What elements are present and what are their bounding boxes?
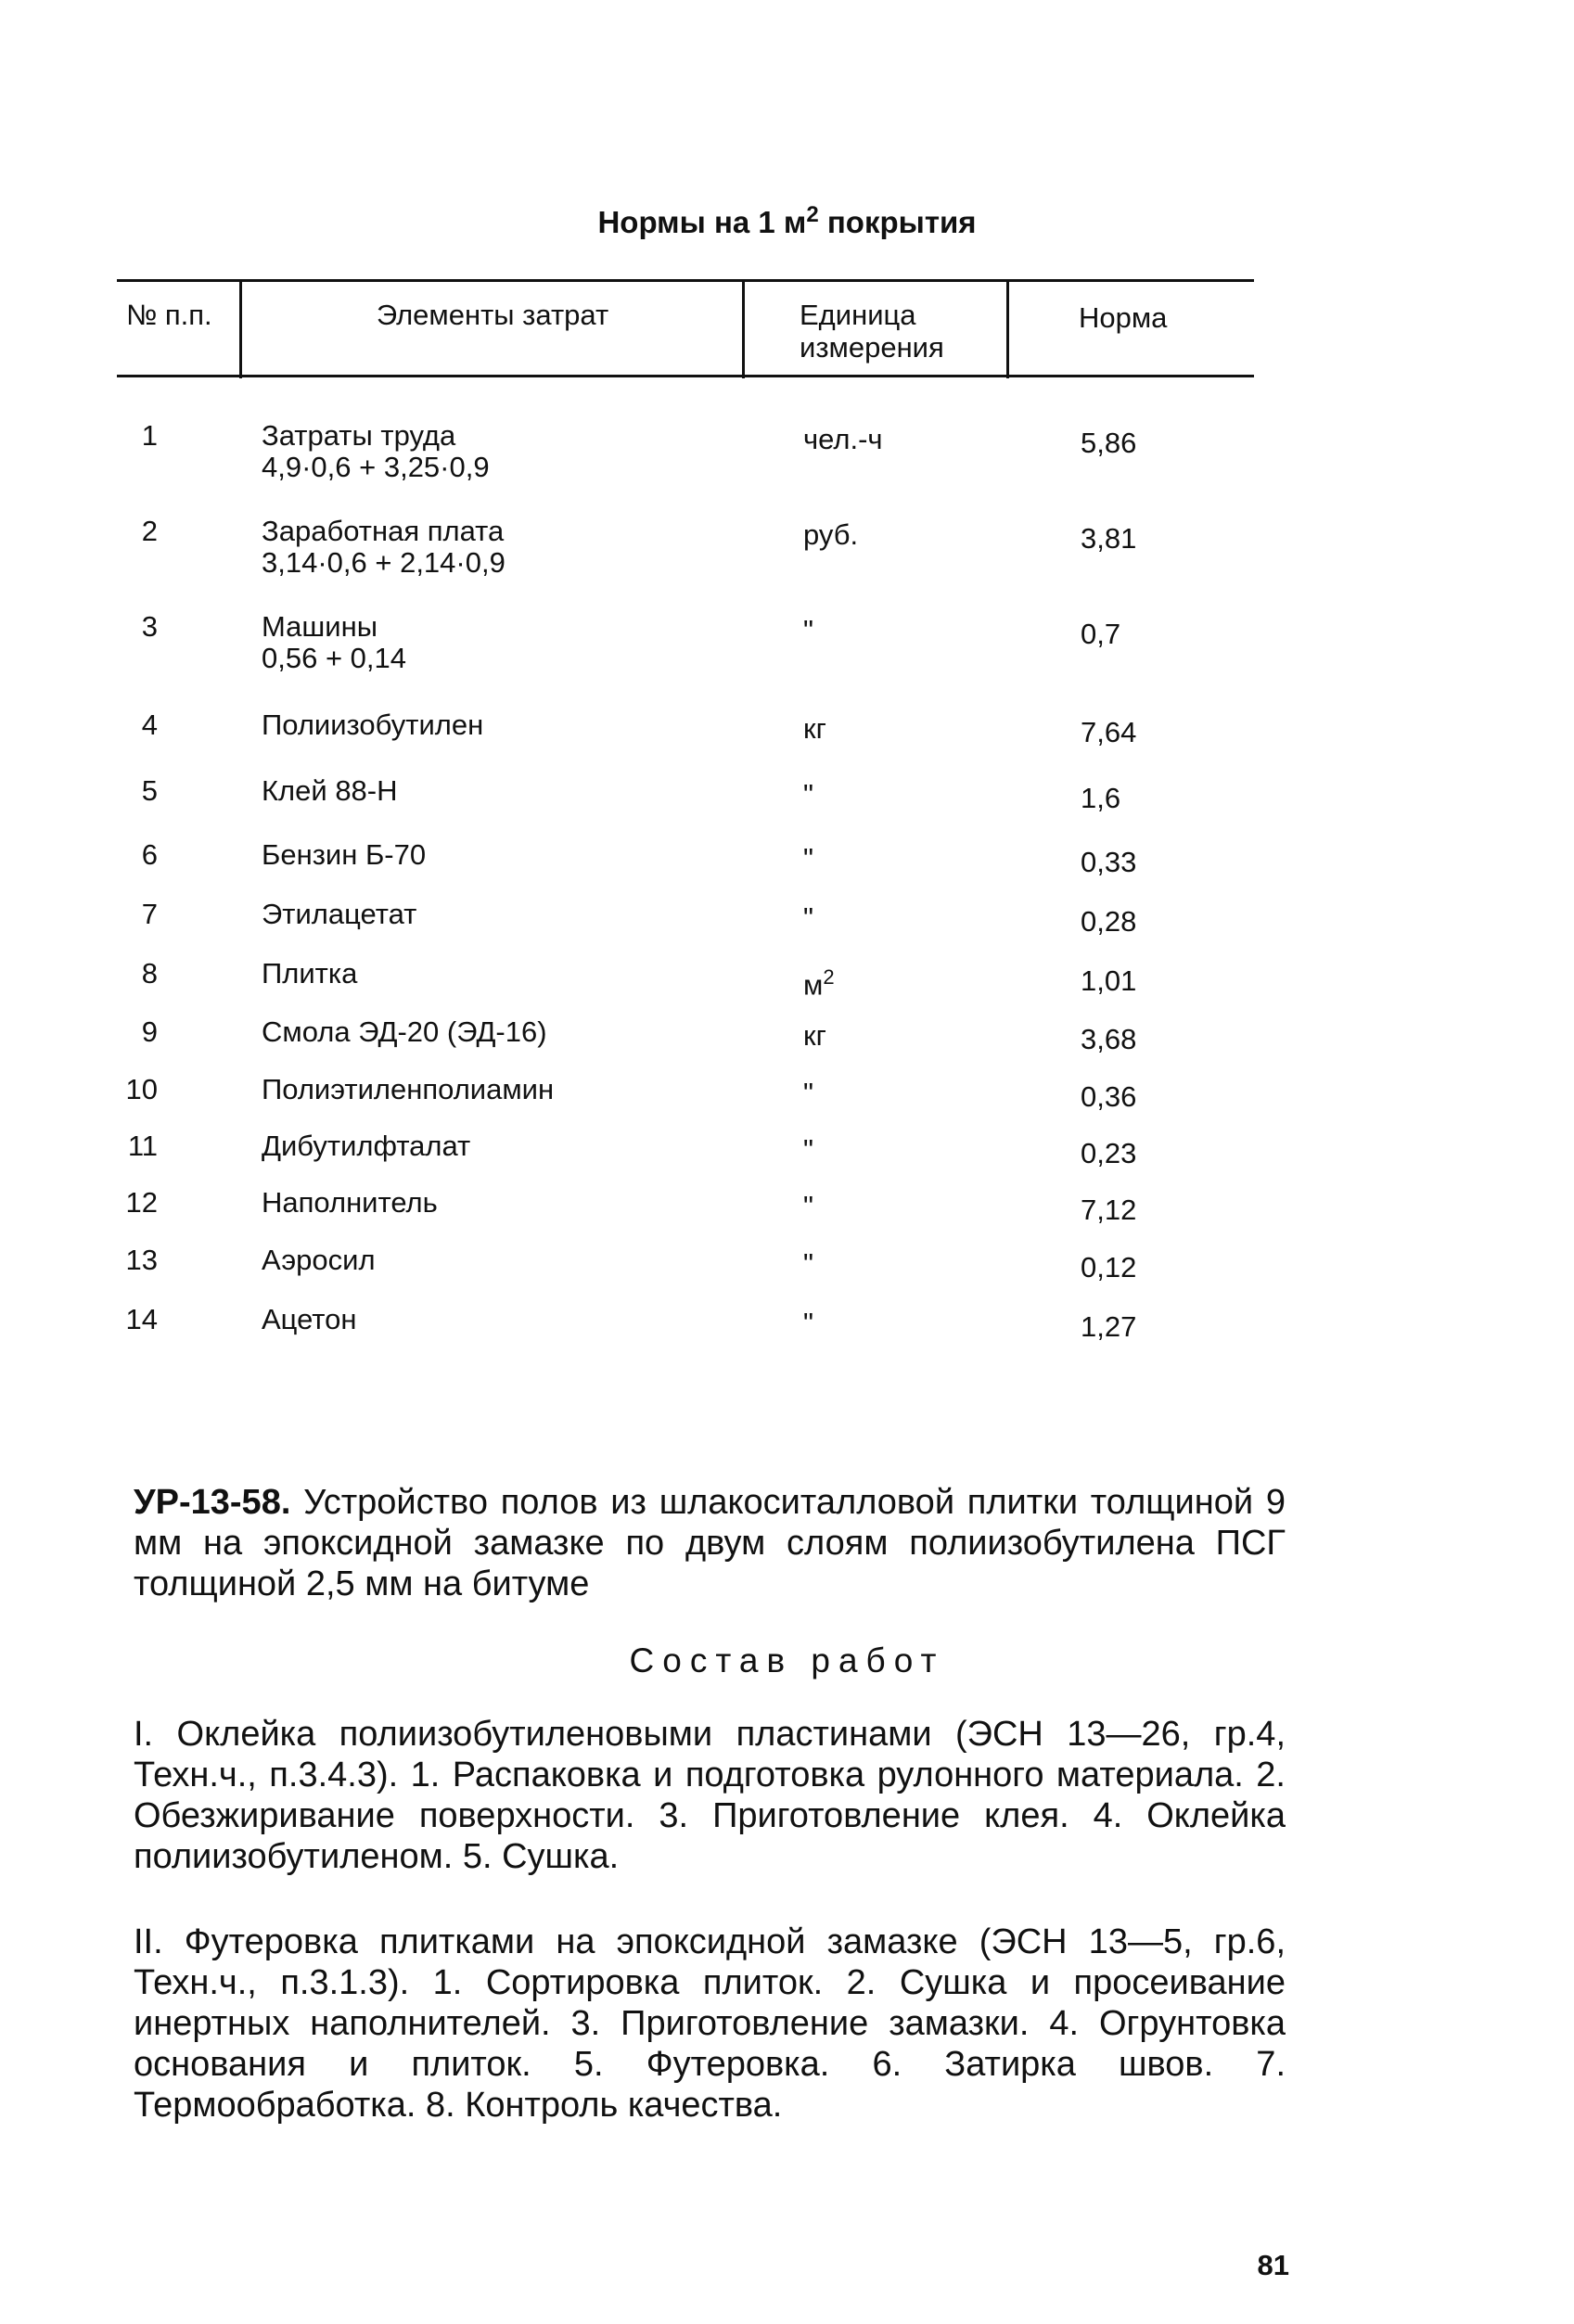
row-unit-text: чел.-ч (803, 423, 883, 455)
table-column-divider (239, 281, 242, 378)
item-code: УР-13-58. (134, 1483, 291, 1522)
row-norm: 7,12 (1081, 1194, 1137, 1226)
header-unit-line2: измерения (800, 331, 944, 364)
row-element-name: Затраты труда (262, 419, 456, 452)
row-number: 8 (141, 957, 158, 990)
row-unit (803, 423, 883, 456)
row-element-name: Этилацетат (262, 898, 417, 930)
row-number: 4 (141, 709, 158, 741)
header-norm: Норма (1079, 301, 1168, 334)
page-number: 81 (1257, 2249, 1289, 2281)
row-unit-text: " (803, 901, 814, 934)
row-norm: 7,64 (1081, 716, 1137, 748)
row-unit (803, 961, 835, 1002)
row-number: 1 (141, 419, 158, 452)
row-unit-text: руб. (803, 518, 859, 551)
row-norm: 1,27 (1081, 1310, 1137, 1343)
row-unit (803, 1190, 813, 1223)
row-element-name: Клей 88-Н (262, 774, 398, 807)
row-unit-text: " (803, 842, 814, 875)
row-norm: 3,81 (1081, 522, 1137, 555)
row-norm: 0,36 (1081, 1080, 1137, 1113)
header-num: № п.п. (126, 299, 212, 331)
row-unit (803, 842, 813, 875)
row-element-formula: 3,14·0,6 + 2,14·0,9 (262, 546, 505, 579)
row-unit (803, 1077, 813, 1110)
header-unit-line1: Единица (800, 299, 916, 331)
table-column-divider (742, 281, 745, 378)
row-number: 10 (125, 1073, 158, 1105)
row-element-name: Ацетон (262, 1303, 357, 1335)
row-number: 7 (141, 898, 158, 930)
row-unit (803, 614, 813, 647)
row-norm: 0,7 (1081, 618, 1121, 650)
row-unit (803, 1247, 813, 1281)
row-number: 9 (141, 1015, 158, 1048)
row-element-formula: 0,56 + 0,14 (262, 642, 406, 674)
table-title-tail: покрытия (818, 205, 977, 239)
work-paragraph-1: I. Оклейка полиизобутиленовыми пластинами (ЭСН 13—26, гр.4, Техн.ч., п.3.4.3). 1. Распаковка и подготовка рулонного материала. 2. Обезжиривание поверхности. 3. Приготовление клея. 4. Оклейка полиизобутиленом. 5. Сушка. (134, 1715, 1286, 1876)
section-title: Состав работ (629, 1641, 945, 1679)
row-number: 13 (125, 1244, 158, 1276)
row-norm: 3,68 (1081, 1023, 1137, 1055)
row-norm: 0,28 (1081, 905, 1137, 938)
row-number: 6 (141, 838, 158, 871)
header-elements: Элементы затрат (376, 299, 609, 331)
row-element-name: Смола ЭД-20 (ЭД-16) (262, 1015, 547, 1048)
row-norm: 0,12 (1081, 1251, 1137, 1283)
row-unit (803, 712, 826, 746)
table-top-rule (117, 279, 1254, 282)
row-element-name: Аэросил (262, 1244, 376, 1276)
row-norm: 1,6 (1081, 782, 1121, 814)
row-unit-text: м (803, 968, 824, 1002)
row-unit-text: " (803, 1247, 814, 1280)
row-unit (803, 778, 813, 811)
item-title: Устройство полов из шлакоситалловой плитки толщиной 9 мм на эпоксидной замазке по двум слоям полиизобутилена ПСГ толщиной 2,5 мм на битуме (134, 1483, 1286, 1603)
row-element-name: Полиизобутилен (262, 709, 484, 741)
row-number: 5 (141, 774, 158, 807)
item-heading (134, 1482, 1286, 1604)
row-element-name: Бензин Б-70 (262, 838, 427, 871)
table-header-bottom-rule (117, 375, 1254, 377)
row-unit-text: " (803, 1307, 814, 1339)
row-norm: 0,33 (1081, 846, 1137, 878)
row-unit (803, 901, 813, 935)
row-element-name: Наполнитель (262, 1186, 438, 1219)
row-unit-text: " (803, 1190, 814, 1222)
row-norm: 0,23 (1081, 1137, 1137, 1169)
row-unit (803, 518, 858, 552)
row-element-name: Заработная плата (262, 515, 505, 547)
row-element-name: Плитка (262, 957, 358, 990)
table-title-text: Нормы на 1 м (597, 205, 807, 239)
row-unit-text: " (803, 1133, 814, 1166)
row-number: 11 (127, 1130, 158, 1162)
row-element-name: Полиэтиленполиамин (262, 1073, 555, 1105)
row-unit-text: " (803, 614, 814, 646)
row-number: 2 (141, 515, 158, 547)
row-norm: 5,86 (1081, 427, 1137, 459)
row-unit (803, 1307, 813, 1340)
table-title-superscript: 2 (806, 202, 819, 227)
row-number: 12 (125, 1186, 158, 1219)
row-unit (803, 1133, 813, 1167)
row-number: 14 (125, 1303, 158, 1335)
row-unit-text: кг (803, 1019, 826, 1052)
row-element-name: Дибутилфталат (262, 1130, 471, 1162)
table-column-divider (1006, 281, 1009, 378)
row-unit-text: " (803, 778, 814, 811)
row-unit-text: " (803, 1077, 814, 1109)
row-element-formula: 4,9·0,6 + 3,25·0,9 (262, 451, 490, 483)
row-element-name: Машины (262, 610, 378, 643)
row-unit-text: кг (803, 712, 826, 745)
table-title (0, 202, 1574, 240)
work-paragraph-2: II. Футеровка плитками на эпоксидной замазке (ЭСН 13—5, гр.6, Техн.ч., п.3.1.3). 1. Сортировка плиток. 2. Сушка и просеивание инертных наполнителей. 3. Приготовление замазки. 4. Огрунтовка основания и плиток. 5. Футеровка. 6. Затирка швов. 7. Термообработка. 8. Контроль качества. (134, 1922, 1286, 2125)
row-unit-superscript: 2 (823, 965, 835, 989)
row-unit (803, 1019, 826, 1053)
row-number: 3 (141, 610, 158, 643)
row-norm: 1,01 (1081, 964, 1137, 997)
